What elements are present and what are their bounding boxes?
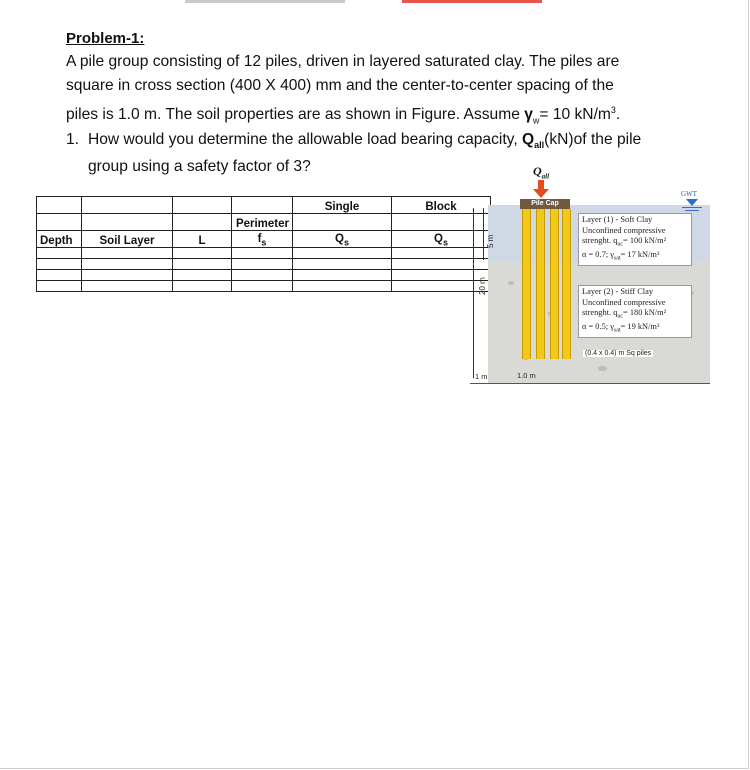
layer-2-title: Layer (2) - Stiff Clay [582, 287, 654, 296]
layer-2-legend [578, 285, 692, 338]
table-row [37, 270, 491, 281]
layer-2-line-2: Unconfined compressive [582, 297, 666, 307]
q-all-label [533, 164, 549, 180]
table-row [37, 248, 491, 259]
gwt-line [682, 207, 702, 208]
layer-2-line-3: strenght. $q_{uc}= 180$ kN/m² [582, 308, 667, 320]
dim-20m-label: 20 m [478, 277, 487, 295]
fig-q-subscript: all [541, 172, 550, 181]
header-depth: Depth [37, 231, 82, 248]
question-text-a: How would you determine the allowable load bearing capacity, [88, 131, 522, 148]
table-row [37, 281, 491, 292]
pile-1 [522, 209, 531, 359]
header-qs-block [392, 231, 491, 248]
header-perimeter: Perimeter [232, 214, 293, 231]
problem-title: Problem-1: [66, 30, 145, 47]
para-line-1: A pile group consisting of 12 piles, driven in layered saturated clay. The piles are [66, 53, 620, 70]
layer-1-title: Layer (1) - Soft Clay [582, 215, 653, 224]
para-line-3b: = 10 kN/m [539, 106, 611, 124]
question-number: 1. [66, 131, 80, 148]
question-line-2: group using a safety factor of 3? [88, 158, 311, 176]
layer-1-line-2: Unconfined compressive [582, 225, 666, 235]
dim-1m-label: 1 m [475, 372, 488, 381]
layer-1-legend [578, 213, 692, 266]
layer-1-line-3: strenght. $q_{uc}= 100$ kN/m² [582, 236, 667, 248]
pile-2 [536, 209, 545, 359]
qs-symbol: Q [335, 232, 344, 245]
qs-block-subscript: s [442, 237, 448, 247]
qs-subscript: s [343, 237, 349, 247]
header-fs [232, 231, 293, 248]
fig-q-symbol: Q [533, 164, 542, 178]
pile-cap: Pile Cap [520, 199, 570, 209]
cube-superscript: 3 [610, 105, 616, 115]
layer-1-line-4: α = 0.7; $\gamma_{sat}= 17$ kN/m³ [582, 250, 660, 262]
fs-symbol: f [257, 232, 262, 245]
q-all-subscript: all [534, 140, 545, 151]
dim-line-20m [473, 208, 474, 378]
load-arrow-icon [533, 189, 549, 198]
question-1 [66, 129, 706, 181]
piles-size-label: (0.4 x 0.4) m Sq piles [585, 350, 652, 357]
layer-2-line-4: α = 0.5; $\gamma_{sat}= 19$ kN/m³ [582, 322, 660, 334]
gwt-label: GWT [681, 190, 697, 198]
gwt-triangle-icon [686, 199, 698, 206]
header-soil-layer: Soil Layer [82, 231, 173, 248]
pile-3 [550, 209, 559, 359]
gamma-symbol: γ [524, 106, 533, 124]
table-row [37, 259, 491, 270]
problem-paragraph [66, 50, 706, 132]
header-block: Block [392, 197, 491, 214]
dim-10m-label: 1.0 m [517, 371, 536, 380]
dim-5m-label: 5 m [486, 234, 495, 248]
calculation-table [36, 196, 491, 292]
q-symbol: Q [522, 131, 535, 148]
header-single: Single [293, 197, 392, 214]
question-line-1 [66, 129, 706, 156]
header-l: L [173, 231, 232, 248]
qs-block-symbol: Q [434, 232, 443, 245]
gwt-line-2 [685, 210, 699, 211]
pile-4 [562, 209, 571, 359]
para-line-2: square in cross section (400 X 400) mm and the center-to-center spacing of the [66, 77, 614, 94]
fs-subscript: s [261, 237, 267, 247]
para-line-3a: piles is 1.0 m. The soil properties are as shown in Figure. Assume [66, 106, 525, 124]
para-line-3 [66, 98, 706, 132]
header-qs-single [293, 231, 392, 248]
gamma-subscript: w [532, 115, 540, 126]
question-text-b: (kN)of the pile [544, 131, 642, 148]
ground-bottom-line [470, 383, 710, 384]
para-line-3c: . [615, 106, 621, 124]
dim-line-5m [483, 208, 484, 260]
